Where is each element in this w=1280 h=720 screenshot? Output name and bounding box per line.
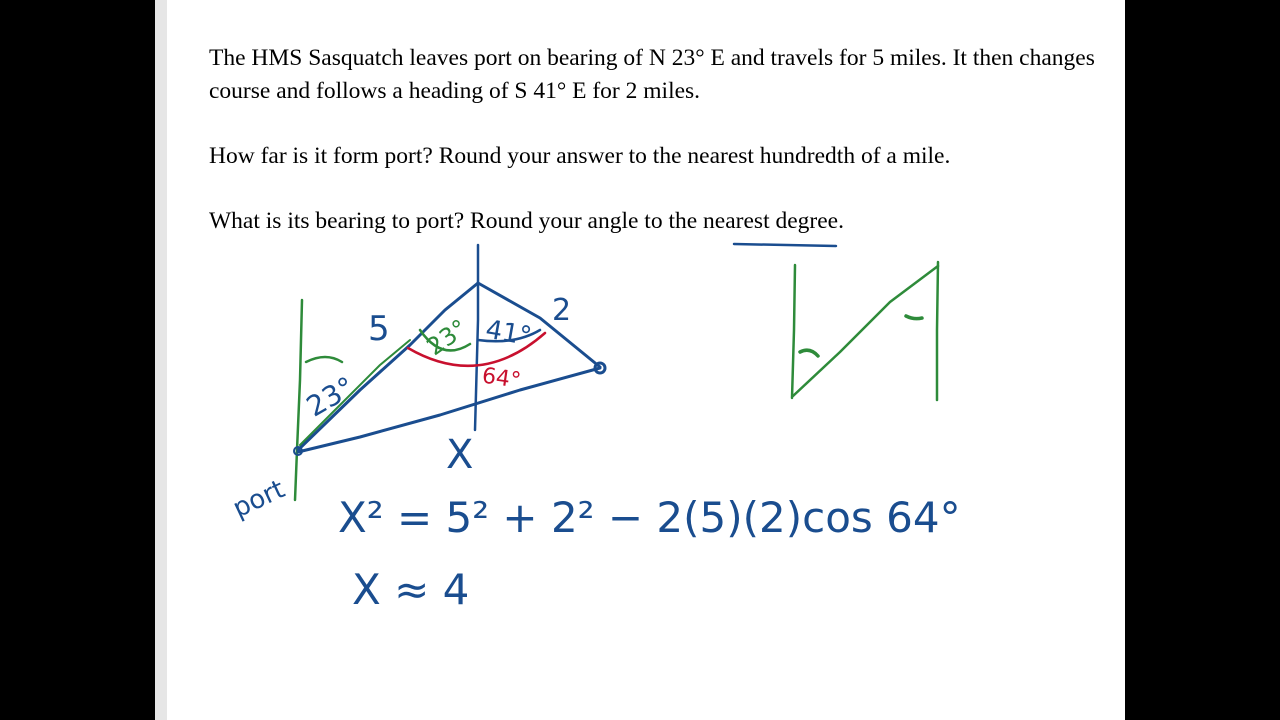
angle-arc-port — [306, 357, 342, 362]
label-side-5: 5 — [368, 309, 390, 349]
label-angle-turn-right: 41° — [483, 314, 534, 353]
sketch-right-vertical — [937, 262, 938, 400]
label-angle-turn-left: 23° — [421, 313, 473, 362]
sketch-tick-left — [800, 350, 818, 356]
problem-paragraph-2: How far is it form port? Round your answer to the nearest hundredth of a mile. — [209, 143, 951, 169]
sketch-left-vertical — [792, 265, 795, 398]
label-unknown-side: X — [446, 432, 474, 478]
north-line-port — [295, 300, 302, 500]
label-port: port — [228, 474, 290, 525]
problem-paragraph-3: What is its bearing to port? Round your angle to the nearest degree. — [209, 208, 844, 234]
problem-paragraph-1: The HMS Sasquatch leaves port on bearing of N 23° E and travels for 5 miles. It then changes course and follows a heading of S 41° E for 2 miles. — [209, 45, 1095, 104]
equation-law-of-cosines: X² = 5² + 2² − 2(5)(2)cos 64° — [338, 493, 961, 542]
equation-result: X ≈ 4 — [352, 565, 470, 614]
label-side-2: 2 — [552, 293, 572, 328]
sketch-tick-right — [906, 316, 922, 319]
sketch-diagonal — [793, 266, 938, 396]
underline-stroke — [734, 244, 836, 246]
label-angle-port: 23° — [300, 370, 361, 424]
label-angle-total: 64° — [480, 363, 523, 394]
